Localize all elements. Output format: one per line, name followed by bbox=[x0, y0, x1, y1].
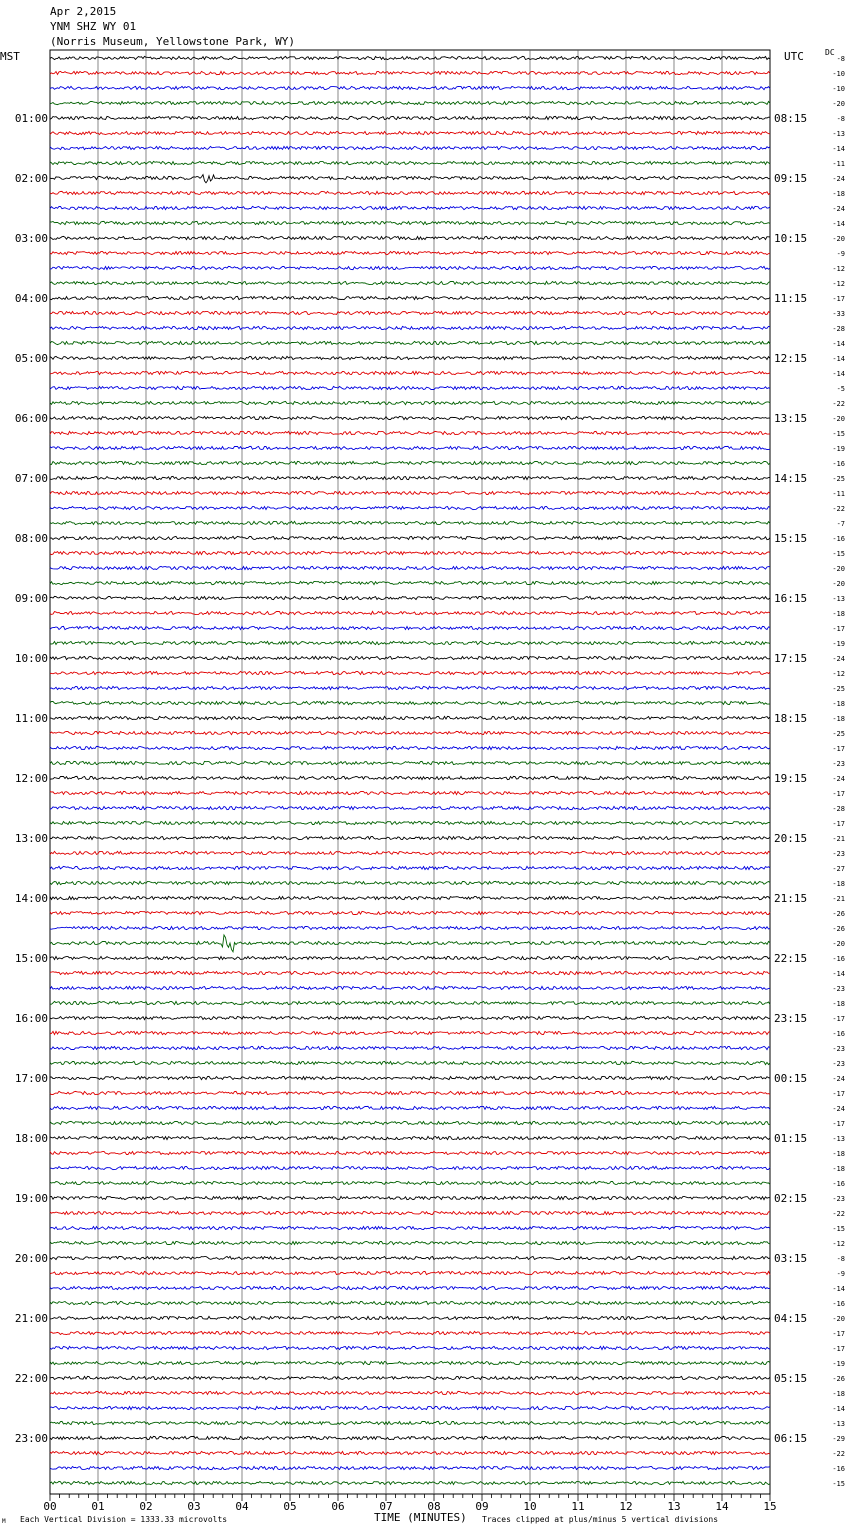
x-tick-label: 12 bbox=[619, 1500, 633, 1513]
dc-offset-label: -14 bbox=[832, 370, 845, 378]
seismic-trace bbox=[50, 761, 770, 764]
left-hour-label: 22:00 bbox=[14, 1372, 48, 1385]
dc-offset-label: -19 bbox=[832, 640, 845, 648]
seismic-trace bbox=[50, 446, 770, 449]
left-hour-label: 10:00 bbox=[14, 652, 48, 665]
right-hour-label: 13:15 bbox=[774, 412, 808, 425]
seismic-trace bbox=[50, 536, 770, 539]
dc-label: DC bbox=[825, 48, 835, 57]
seismic-trace bbox=[50, 356, 770, 359]
seismic-trace bbox=[50, 686, 770, 689]
seismic-trace bbox=[50, 671, 770, 674]
seismic-trace bbox=[50, 791, 770, 794]
scale-note: Each Vertical Division = 1333.33 microvolts bbox=[20, 1515, 228, 1524]
left-hour-label: 01:00 bbox=[14, 112, 48, 125]
dc-offset-label: -24 bbox=[832, 205, 845, 213]
x-tick-label: 10 bbox=[523, 1500, 537, 1513]
left-hour-label: 17:00 bbox=[14, 1072, 48, 1085]
x-tick-label: 03 bbox=[187, 1500, 201, 1513]
dc-offset-label: -15 bbox=[832, 1480, 845, 1488]
dc-offset-label: -18 bbox=[832, 190, 845, 198]
dc-offset-label: -14 bbox=[832, 145, 845, 153]
dc-offset-label: -19 bbox=[832, 445, 845, 453]
seismic-trace bbox=[50, 1121, 770, 1124]
dc-offset-label: -17 bbox=[832, 295, 845, 303]
seismic-trace bbox=[50, 1151, 770, 1154]
dc-offset-label: -25 bbox=[832, 730, 845, 738]
right-hour-label: 03:15 bbox=[774, 1252, 808, 1265]
seismic-trace bbox=[50, 146, 770, 149]
dc-offset-label: -17 bbox=[832, 790, 845, 798]
dc-offset-label: -14 bbox=[832, 220, 845, 228]
seismic-trace bbox=[50, 476, 770, 479]
dc-offset-label: -23 bbox=[832, 850, 845, 858]
dc-offset-label: -10 bbox=[832, 85, 845, 93]
seismic-trace bbox=[50, 626, 770, 629]
left-hour-label: 12:00 bbox=[14, 772, 48, 785]
dc-offset-label: -14 bbox=[832, 355, 845, 363]
dc-offset-label: -21 bbox=[832, 835, 845, 843]
dc-offset-label: -17 bbox=[832, 1120, 845, 1128]
dc-offset-label: -15 bbox=[832, 1225, 845, 1233]
seismic-trace bbox=[50, 746, 770, 749]
seismic-trace bbox=[50, 1166, 770, 1169]
seismic-trace bbox=[50, 1046, 770, 1049]
seismic-trace bbox=[50, 175, 770, 183]
x-tick-label: 13 bbox=[667, 1500, 681, 1513]
dc-offset-label: -14 bbox=[832, 1405, 845, 1413]
dc-offset-label: -13 bbox=[832, 595, 845, 603]
dc-offset-label: -16 bbox=[832, 955, 845, 963]
dc-offset-label: -21 bbox=[832, 895, 845, 903]
seismic-trace bbox=[50, 1061, 770, 1064]
dc-offset-label: -18 bbox=[832, 1150, 845, 1158]
dc-offset-label: -13 bbox=[832, 130, 845, 138]
x-tick-label: 14 bbox=[715, 1500, 729, 1513]
dc-offset-label: -17 bbox=[832, 1015, 845, 1023]
left-hour-label: 03:00 bbox=[14, 232, 48, 245]
x-tick-label: 01 bbox=[91, 1500, 105, 1513]
seismic-trace bbox=[50, 491, 770, 494]
seismic-trace bbox=[50, 566, 770, 569]
left-hour-label: 08:00 bbox=[14, 532, 48, 545]
dc-offset-label: -9 bbox=[836, 250, 845, 258]
right-hour-label: 17:15 bbox=[774, 652, 808, 665]
dc-offset-label: -22 bbox=[832, 1450, 845, 1458]
seismic-trace bbox=[50, 191, 770, 194]
right-timezone-label: UTC bbox=[784, 50, 804, 63]
right-hour-label: 18:15 bbox=[774, 712, 808, 725]
right-hour-label: 09:15 bbox=[774, 172, 808, 185]
seismic-trace bbox=[50, 1346, 770, 1349]
x-axis-label: TIME (MINUTES) bbox=[374, 1511, 467, 1524]
dc-offset-label: -16 bbox=[832, 1465, 845, 1473]
right-hour-label: 12:15 bbox=[774, 352, 808, 365]
dc-offset-label: -8 bbox=[836, 115, 845, 123]
dc-offset-label: -20 bbox=[832, 415, 845, 423]
dc-offset-label: -8 bbox=[836, 1255, 845, 1263]
seismic-trace bbox=[50, 236, 770, 239]
dc-offset-label: -26 bbox=[832, 910, 845, 918]
dc-offset-label: -23 bbox=[832, 1060, 845, 1068]
dc-offset-label: -33 bbox=[832, 310, 845, 318]
left-hour-label: 05:00 bbox=[14, 352, 48, 365]
dc-offset-label: -10 bbox=[832, 70, 845, 78]
dc-offset-label: -20 bbox=[832, 1315, 845, 1323]
dc-offset-label: -5 bbox=[836, 385, 845, 393]
dc-offset-label: -14 bbox=[832, 340, 845, 348]
seismic-trace bbox=[50, 1181, 770, 1184]
seismic-trace bbox=[50, 1196, 770, 1199]
dc-offset-label: -14 bbox=[832, 1285, 845, 1293]
seismic-trace bbox=[50, 701, 770, 704]
seismic-trace bbox=[50, 821, 770, 824]
right-hour-label: 19:15 bbox=[774, 772, 808, 785]
dc-offset-label: -24 bbox=[832, 775, 845, 783]
x-tick-label: 05 bbox=[283, 1500, 297, 1513]
seismic-trace bbox=[50, 716, 770, 719]
seismic-trace bbox=[50, 1271, 770, 1274]
x-tick-label: 07 bbox=[379, 1500, 393, 1513]
right-hour-label: 21:15 bbox=[774, 892, 808, 905]
seismic-trace bbox=[50, 116, 770, 119]
left-hour-label: 07:00 bbox=[14, 472, 48, 485]
seismic-trace bbox=[50, 1286, 770, 1289]
dc-offset-label: -12 bbox=[832, 280, 845, 288]
seismic-trace bbox=[50, 506, 770, 509]
dc-offset-label: -28 bbox=[832, 325, 845, 333]
dc-offset-label: -22 bbox=[832, 400, 845, 408]
station-code: YNM SHZ WY 01 bbox=[50, 20, 137, 33]
seismic-trace bbox=[50, 731, 770, 734]
dc-offset-label: -24 bbox=[832, 1105, 845, 1113]
seismic-trace bbox=[50, 521, 770, 524]
plot-frame bbox=[50, 50, 770, 1494]
dc-offset-label: -13 bbox=[832, 1420, 845, 1428]
seismic-trace bbox=[50, 956, 770, 959]
dc-offset-label: -19 bbox=[832, 1360, 845, 1368]
seismic-trace bbox=[50, 1031, 770, 1034]
dc-offset-label: -20 bbox=[832, 235, 845, 243]
left-hour-label: 15:00 bbox=[14, 952, 48, 965]
dc-offset-label: -25 bbox=[832, 685, 845, 693]
seismic-trace bbox=[50, 596, 770, 599]
right-hour-label: 16:15 bbox=[774, 592, 808, 605]
dc-offset-label: -26 bbox=[832, 925, 845, 933]
right-hour-label: 06:15 bbox=[774, 1432, 808, 1445]
seismic-trace bbox=[50, 1256, 770, 1259]
seismic-trace bbox=[50, 971, 770, 974]
seismic-trace bbox=[50, 581, 770, 584]
x-tick-label: 15 bbox=[763, 1500, 777, 1513]
right-hour-label: 01:15 bbox=[774, 1132, 808, 1145]
dc-offset-label: -24 bbox=[832, 1075, 845, 1083]
seismic-trace bbox=[50, 1091, 770, 1094]
seismic-trace bbox=[50, 1451, 770, 1454]
left-hour-label: 21:00 bbox=[14, 1312, 48, 1325]
seismic-trace bbox=[50, 1001, 770, 1004]
seismic-trace bbox=[50, 1331, 770, 1334]
left-timezone-label: MST bbox=[0, 50, 20, 63]
right-hour-label: 00:15 bbox=[774, 1072, 808, 1085]
dc-offset-label: -20 bbox=[832, 100, 845, 108]
seismic-trace bbox=[50, 251, 770, 254]
seismic-trace bbox=[50, 281, 770, 284]
right-hour-label: 10:15 bbox=[774, 232, 808, 245]
right-hour-label: 15:15 bbox=[774, 532, 808, 545]
dc-offset-label: -27 bbox=[832, 865, 845, 873]
dc-offset-label: -20 bbox=[832, 565, 845, 573]
seismic-trace bbox=[50, 851, 770, 854]
left-hour-label: 04:00 bbox=[14, 292, 48, 305]
dc-offset-label: -22 bbox=[832, 505, 845, 513]
dc-offset-label: -12 bbox=[832, 265, 845, 273]
station-location: (Norris Museum, Yellowstone Park, WY) bbox=[50, 35, 296, 48]
dc-offset-label: -16 bbox=[832, 460, 845, 468]
left-hour-label: 20:00 bbox=[14, 1252, 48, 1265]
seismic-trace bbox=[50, 416, 770, 419]
seismic-trace bbox=[50, 1421, 770, 1424]
dc-offset-label: -28 bbox=[832, 805, 845, 813]
seismic-trace bbox=[50, 296, 770, 299]
right-hour-label: 14:15 bbox=[774, 472, 808, 485]
seismic-trace bbox=[50, 1301, 770, 1304]
seismic-trace bbox=[50, 71, 770, 74]
seismic-trace bbox=[50, 551, 770, 554]
seismic-trace bbox=[50, 911, 770, 914]
left-hour-label: 18:00 bbox=[14, 1132, 48, 1145]
seismic-trace bbox=[50, 641, 770, 644]
x-tick-label: 11 bbox=[571, 1500, 585, 1513]
left-hour-label: 06:00 bbox=[14, 412, 48, 425]
left-hour-label: 19:00 bbox=[14, 1192, 48, 1205]
dc-offset-label: -23 bbox=[832, 1045, 845, 1053]
left-hour-label: 11:00 bbox=[14, 712, 48, 725]
seismic-trace bbox=[50, 461, 770, 464]
right-hour-label: 11:15 bbox=[774, 292, 808, 305]
dc-offset-label: -17 bbox=[832, 1345, 845, 1353]
dc-offset-label: -13 bbox=[832, 1135, 845, 1143]
dc-offset-label: -11 bbox=[832, 160, 845, 168]
seismic-trace bbox=[50, 881, 770, 884]
right-hour-label: 23:15 bbox=[774, 1012, 808, 1025]
dc-offset-label: -18 bbox=[832, 700, 845, 708]
dc-offset-label: -18 bbox=[832, 1390, 845, 1398]
dc-offset-label: -12 bbox=[832, 1240, 845, 1248]
dc-offset-label: -17 bbox=[832, 745, 845, 753]
seismic-trace bbox=[50, 326, 770, 329]
dc-offset-label: -16 bbox=[832, 1030, 845, 1038]
dc-offset-label: -18 bbox=[832, 715, 845, 723]
x-tick-label: 02 bbox=[139, 1500, 153, 1513]
dc-offset-label: -18 bbox=[832, 880, 845, 888]
dc-offset-label: -16 bbox=[832, 1300, 845, 1308]
seismic-trace bbox=[50, 1361, 770, 1364]
corner-mark: M bbox=[2, 1518, 6, 1525]
dc-offset-label: -17 bbox=[832, 1090, 845, 1098]
seismic-trace bbox=[50, 131, 770, 134]
dc-offset-label: -7 bbox=[836, 520, 845, 528]
seismic-trace bbox=[50, 1136, 770, 1139]
dc-offset-label: -17 bbox=[832, 625, 845, 633]
seismic-trace bbox=[50, 1316, 770, 1319]
seismic-trace bbox=[50, 611, 770, 614]
seismic-trace bbox=[50, 221, 770, 224]
dc-offset-label: -16 bbox=[832, 535, 845, 543]
right-hour-label: 08:15 bbox=[774, 112, 808, 125]
dc-offset-label: -20 bbox=[832, 940, 845, 948]
clip-note: Traces clipped at plus/minus 5 vertical divisions bbox=[482, 1515, 719, 1524]
seismic-trace bbox=[50, 386, 770, 389]
right-hour-label: 05:15 bbox=[774, 1372, 808, 1385]
plot-date: Apr 2,2015 bbox=[50, 5, 117, 18]
left-hour-label: 23:00 bbox=[14, 1432, 48, 1445]
seismic-trace bbox=[50, 431, 770, 434]
right-hour-label: 04:15 bbox=[774, 1312, 808, 1325]
left-hour-label: 09:00 bbox=[14, 592, 48, 605]
seismic-trace bbox=[50, 341, 770, 344]
dc-offset-label: -8 bbox=[836, 55, 845, 63]
dc-offset-label: -17 bbox=[832, 1330, 845, 1338]
dc-offset-label: -24 bbox=[832, 175, 845, 183]
dc-offset-label: -12 bbox=[832, 670, 845, 678]
seismic-trace bbox=[50, 935, 770, 952]
seismic-trace bbox=[50, 161, 770, 164]
dc-offset-label: -9 bbox=[836, 1270, 845, 1278]
x-tick-label: 04 bbox=[235, 1500, 249, 1513]
x-tick-label: 06 bbox=[331, 1500, 345, 1513]
seismic-trace bbox=[50, 311, 770, 314]
seismic-trace bbox=[50, 836, 770, 839]
dc-offset-label: -18 bbox=[832, 1165, 845, 1173]
seismic-trace bbox=[50, 1436, 770, 1439]
x-tick-label: 08 bbox=[427, 1500, 441, 1513]
seismic-trace bbox=[50, 56, 770, 59]
dc-offset-label: -24 bbox=[832, 655, 845, 663]
seismic-trace bbox=[50, 371, 770, 374]
seismic-trace bbox=[50, 1016, 770, 1019]
left-hour-label: 13:00 bbox=[14, 832, 48, 845]
seismic-trace bbox=[50, 896, 770, 899]
dc-offset-label: -15 bbox=[832, 550, 845, 558]
seismic-trace bbox=[50, 1406, 770, 1409]
seismic-trace bbox=[50, 926, 770, 929]
seismic-trace bbox=[50, 1466, 770, 1469]
dc-offset-label: -23 bbox=[832, 1195, 845, 1203]
seismic-trace bbox=[50, 1106, 770, 1109]
seismic-trace bbox=[50, 101, 770, 104]
seismic-trace bbox=[50, 1391, 770, 1394]
seismic-trace bbox=[50, 266, 770, 269]
dc-offset-label: -23 bbox=[832, 760, 845, 768]
dc-offset-label: -17 bbox=[832, 820, 845, 828]
x-tick-label: 00 bbox=[43, 1500, 57, 1513]
seismic-trace bbox=[50, 866, 770, 869]
seismic-trace bbox=[50, 86, 770, 89]
seismic-trace bbox=[50, 1241, 770, 1244]
seismic-trace bbox=[50, 1211, 770, 1214]
seismic-trace bbox=[50, 1481, 770, 1484]
dc-offset-label: -22 bbox=[832, 1210, 845, 1218]
dc-offset-label: -20 bbox=[832, 580, 845, 588]
dc-offset-label: -18 bbox=[832, 1000, 845, 1008]
dc-offset-label: -11 bbox=[832, 490, 845, 498]
seismic-trace bbox=[50, 806, 770, 809]
dc-offset-label: -29 bbox=[832, 1435, 845, 1443]
seismic-trace bbox=[50, 1226, 770, 1229]
dc-offset-label: -25 bbox=[832, 475, 845, 483]
seismic-trace bbox=[50, 1376, 770, 1379]
seismic-trace bbox=[50, 986, 770, 989]
seismic-trace bbox=[50, 776, 770, 779]
right-hour-label: 02:15 bbox=[774, 1192, 808, 1205]
left-hour-label: 02:00 bbox=[14, 172, 48, 185]
dc-offset-label: -14 bbox=[832, 970, 845, 978]
right-hour-label: 20:15 bbox=[774, 832, 808, 845]
seismic-trace bbox=[50, 206, 770, 209]
dc-offset-label: -16 bbox=[832, 1180, 845, 1188]
dc-offset-label: -15 bbox=[832, 430, 845, 438]
dc-offset-label: -18 bbox=[832, 610, 845, 618]
left-hour-label: 14:00 bbox=[14, 892, 48, 905]
dc-offset-label: -23 bbox=[832, 985, 845, 993]
left-hour-label: 16:00 bbox=[14, 1012, 48, 1025]
seismic-trace bbox=[50, 656, 770, 659]
x-tick-label: 09 bbox=[475, 1500, 489, 1513]
dc-offset-label: -26 bbox=[832, 1375, 845, 1383]
seismic-trace bbox=[50, 1076, 770, 1079]
right-hour-label: 22:15 bbox=[774, 952, 808, 965]
seismic-trace bbox=[50, 401, 770, 404]
